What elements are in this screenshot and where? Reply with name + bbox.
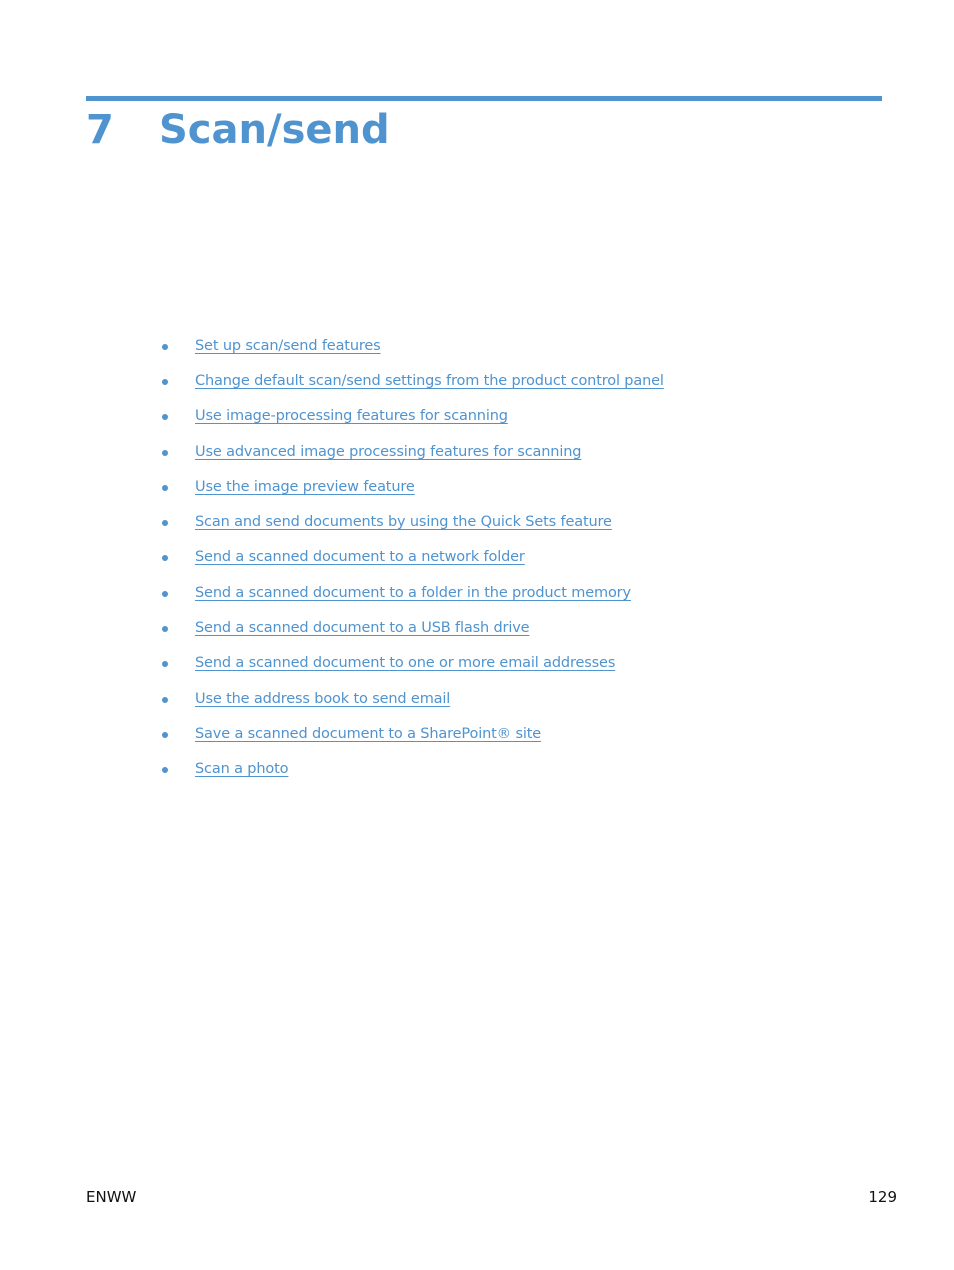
toc-link-quick-sets[interactable]: Scan and send documents by using the Quick Sets feature bbox=[195, 514, 612, 531]
toc-link-usb-flash-drive[interactable]: Send a scanned document to a USB flash drive bbox=[195, 620, 530, 637]
toc-link-product-memory[interactable]: Send a scanned document to a folder in the product memory bbox=[195, 584, 631, 601]
toc-list bbox=[160, 328, 664, 787]
toc-link-image-processing[interactable]: Use image-processing features for scanning bbox=[195, 408, 508, 425]
bullet-icon bbox=[162, 450, 168, 456]
bullet-icon bbox=[162, 661, 168, 667]
toc-item bbox=[160, 540, 664, 575]
toc-link-setup[interactable]: Set up scan/send features bbox=[195, 337, 381, 354]
bullet-icon bbox=[162, 626, 168, 632]
toc-item bbox=[160, 646, 664, 681]
toc-item bbox=[160, 610, 664, 645]
toc-link-sharepoint[interactable]: Save a scanned document to a SharePoint® site bbox=[195, 725, 542, 742]
toc-item bbox=[160, 434, 664, 469]
bullet-icon bbox=[162, 732, 168, 738]
bullet-icon bbox=[162, 379, 168, 385]
toc-item bbox=[160, 399, 664, 434]
bullet-icon bbox=[162, 697, 168, 703]
toc-item bbox=[160, 716, 664, 751]
bullet-icon bbox=[162, 555, 168, 561]
toc-item bbox=[160, 504, 664, 539]
toc-link-image-preview[interactable]: Use the image preview feature bbox=[195, 478, 415, 495]
toc-link-email[interactable]: Send a scanned document to one or more email addresses bbox=[195, 655, 616, 672]
bullet-icon bbox=[162, 767, 168, 773]
toc-link-scan-photo[interactable]: Scan a photo bbox=[195, 761, 289, 778]
chapter-rule bbox=[86, 96, 882, 101]
toc-item bbox=[160, 752, 664, 787]
footer-label: ENWW bbox=[86, 1188, 137, 1206]
page-number: 129 bbox=[868, 1188, 897, 1206]
bullet-icon bbox=[162, 591, 168, 597]
toc-item bbox=[160, 328, 664, 363]
chapter-title: Scan/send bbox=[159, 107, 390, 153]
toc-link-change-defaults[interactable]: Change default scan/send settings from the product control panel bbox=[195, 372, 664, 389]
bullet-icon bbox=[162, 520, 168, 526]
toc-link-address-book[interactable]: Use the address book to send email bbox=[195, 690, 451, 707]
toc-item bbox=[160, 363, 664, 398]
bullet-icon bbox=[162, 414, 168, 420]
toc-link-advanced-image-processing[interactable]: Use advanced image processing features for scanning bbox=[195, 443, 582, 460]
toc-item bbox=[160, 469, 664, 504]
toc-item bbox=[160, 575, 664, 610]
bullet-icon bbox=[162, 485, 168, 491]
chapter-number: 7 bbox=[86, 107, 114, 153]
bullet-icon bbox=[162, 344, 168, 350]
toc-item bbox=[160, 681, 664, 716]
toc-link-network-folder[interactable]: Send a scanned document to a network folder bbox=[195, 549, 525, 566]
